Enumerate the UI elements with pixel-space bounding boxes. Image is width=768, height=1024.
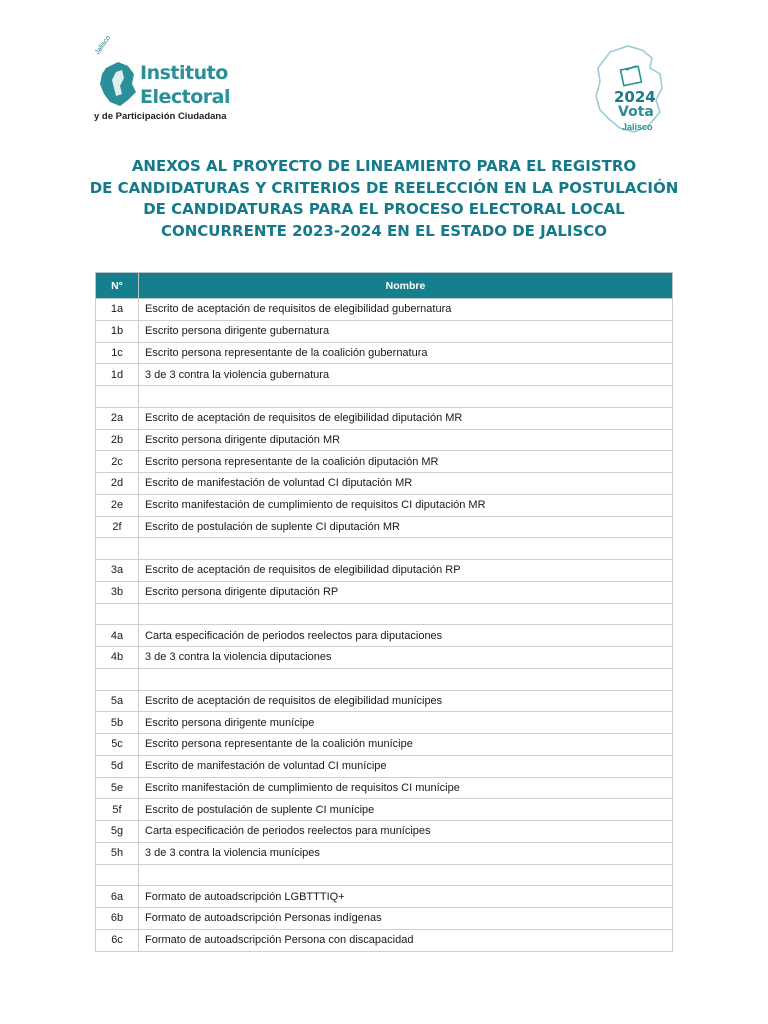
row-name: Escrito de manifestación de voluntad CI diputación MR <box>139 473 673 495</box>
row-number <box>96 386 139 408</box>
jalisco-map-icon <box>98 58 138 110</box>
table-row <box>96 603 673 625</box>
row-name: Escrito de manifestación de voluntad CI munícipe <box>139 755 673 777</box>
title-line: ANEXOS AL PROYECTO DE LINEAMIENTO PARA EL REGISTRO <box>131 157 637 175</box>
row-number: 2d <box>96 473 139 495</box>
table-row <box>96 668 673 690</box>
row-number: 5g <box>96 821 139 843</box>
row-name: Escrito persona dirigente gubernatura <box>139 320 673 342</box>
row-name <box>139 603 673 625</box>
logo-state: Jalisco <box>622 122 653 132</box>
row-number <box>96 603 139 625</box>
row-number: 6b <box>96 908 139 930</box>
table-row <box>96 755 673 777</box>
table-row <box>96 908 673 930</box>
logo-line-2: Electoral <box>140 86 230 108</box>
document-title <box>60 156 708 242</box>
table-header-row <box>96 273 673 299</box>
row-name: Escrito de postulación de suplente CI munícipe <box>139 799 673 821</box>
row-number: 3b <box>96 581 139 603</box>
table-row <box>96 386 673 408</box>
row-number <box>96 864 139 886</box>
table-row <box>96 712 673 734</box>
row-name <box>139 864 673 886</box>
row-name: Escrito persona representante de la coalición diputación MR <box>139 451 673 473</box>
title-line: DE CANDIDATURAS PARA EL PROCESO ELECTORAL LOCAL <box>143 200 625 218</box>
row-name: Escrito persona representante de la coalición munícipe <box>139 734 673 756</box>
row-number: 2e <box>96 494 139 516</box>
row-number: 2f <box>96 516 139 538</box>
table-row <box>96 734 673 756</box>
row-number: 1c <box>96 342 139 364</box>
row-name: Escrito manifestación de cumplimiento de requisitos CI munícipe <box>139 777 673 799</box>
row-name: 3 de 3 contra la violencia munícipes <box>139 842 673 864</box>
table-row <box>96 929 673 951</box>
table-row <box>96 842 673 864</box>
table-row <box>96 625 673 647</box>
row-number: 2c <box>96 451 139 473</box>
table-row <box>96 777 673 799</box>
table-row <box>96 864 673 886</box>
table-row <box>96 690 673 712</box>
logo-tiny-label: Jalisco <box>94 34 113 57</box>
table-row <box>96 299 673 321</box>
logo-vota: Vota <box>618 104 654 120</box>
row-number: 4b <box>96 647 139 669</box>
row-name: Carta especificación de periodos reelectos para diputaciones <box>139 625 673 647</box>
row-name <box>139 386 673 408</box>
row-number: 6c <box>96 929 139 951</box>
row-name: Escrito de aceptación de requisitos de elegibilidad diputación RP <box>139 560 673 582</box>
row-name: Escrito persona dirigente munícipe <box>139 712 673 734</box>
row-name: Escrito manifestación de cumplimiento de requisitos CI diputación MR <box>139 494 673 516</box>
iepc-logo <box>94 34 244 128</box>
table-row <box>96 538 673 560</box>
row-number: 5a <box>96 690 139 712</box>
vota-jalisco-logo <box>590 44 670 134</box>
row-number: 5b <box>96 712 139 734</box>
row-number: 5h <box>96 842 139 864</box>
row-name: Escrito persona dirigente diputación RP <box>139 581 673 603</box>
table-row <box>96 407 673 429</box>
row-name: Escrito persona representante de la coalición gubernatura <box>139 342 673 364</box>
table-row <box>96 647 673 669</box>
row-number: 5f <box>96 799 139 821</box>
row-number: 6a <box>96 886 139 908</box>
annex-table <box>95 272 673 952</box>
table-row <box>96 581 673 603</box>
table-row <box>96 799 673 821</box>
row-number: 5c <box>96 734 139 756</box>
row-number: 5d <box>96 755 139 777</box>
logo-year: 2024 <box>614 88 656 106</box>
row-number: 5e <box>96 777 139 799</box>
row-name: Formato de autoadscripción Personas indígenas <box>139 908 673 930</box>
row-number: 1a <box>96 299 139 321</box>
row-name: Carta especificación de periodos reelectos para munícipes <box>139 821 673 843</box>
row-name: 3 de 3 contra la violencia gubernatura <box>139 364 673 386</box>
row-number: 1d <box>96 364 139 386</box>
row-name: Formato de autoadscripción Persona con discapacidad <box>139 929 673 951</box>
row-name <box>139 668 673 690</box>
row-name: Formato de autoadscripción LGBTTTIQ+ <box>139 886 673 908</box>
row-number: 4a <box>96 625 139 647</box>
table-row <box>96 886 673 908</box>
table-row <box>96 494 673 516</box>
row-name: 3 de 3 contra la violencia diputaciones <box>139 647 673 669</box>
logo-line-3: y de Participación Ciudadana <box>94 111 227 122</box>
row-name: Escrito de aceptación de requisitos de elegibilidad munícipes <box>139 690 673 712</box>
row-name: Escrito persona dirigente diputación MR <box>139 429 673 451</box>
row-name: Escrito de aceptación de requisitos de elegibilidad diputación MR <box>139 407 673 429</box>
row-number: 3a <box>96 560 139 582</box>
title-line: DE CANDIDATURAS Y CRITERIOS DE REELECCIÓN EN LA POSTULACIÓN <box>89 178 679 197</box>
row-number <box>96 668 139 690</box>
table-row <box>96 429 673 451</box>
table-row <box>96 821 673 843</box>
table-row <box>96 473 673 495</box>
row-number <box>96 538 139 560</box>
row-number: 1b <box>96 320 139 342</box>
row-number: 2a <box>96 407 139 429</box>
table-row <box>96 364 673 386</box>
title-line: CONCURRENTE 2023-2024 EN EL ESTADO DE JALISCO <box>160 221 608 240</box>
column-header-number: N° <box>96 273 139 299</box>
table-row <box>96 320 673 342</box>
row-name <box>139 538 673 560</box>
table-row <box>96 560 673 582</box>
row-number: 2b <box>96 429 139 451</box>
logo-line-1: Instituto <box>140 62 228 84</box>
table-row <box>96 516 673 538</box>
row-name: Escrito de aceptación de requisitos de elegibilidad gubernatura <box>139 299 673 321</box>
row-name: Escrito de postulación de suplente CI diputación MR <box>139 516 673 538</box>
table-row <box>96 451 673 473</box>
column-header-name: Nombre <box>139 273 673 299</box>
table-row <box>96 342 673 364</box>
